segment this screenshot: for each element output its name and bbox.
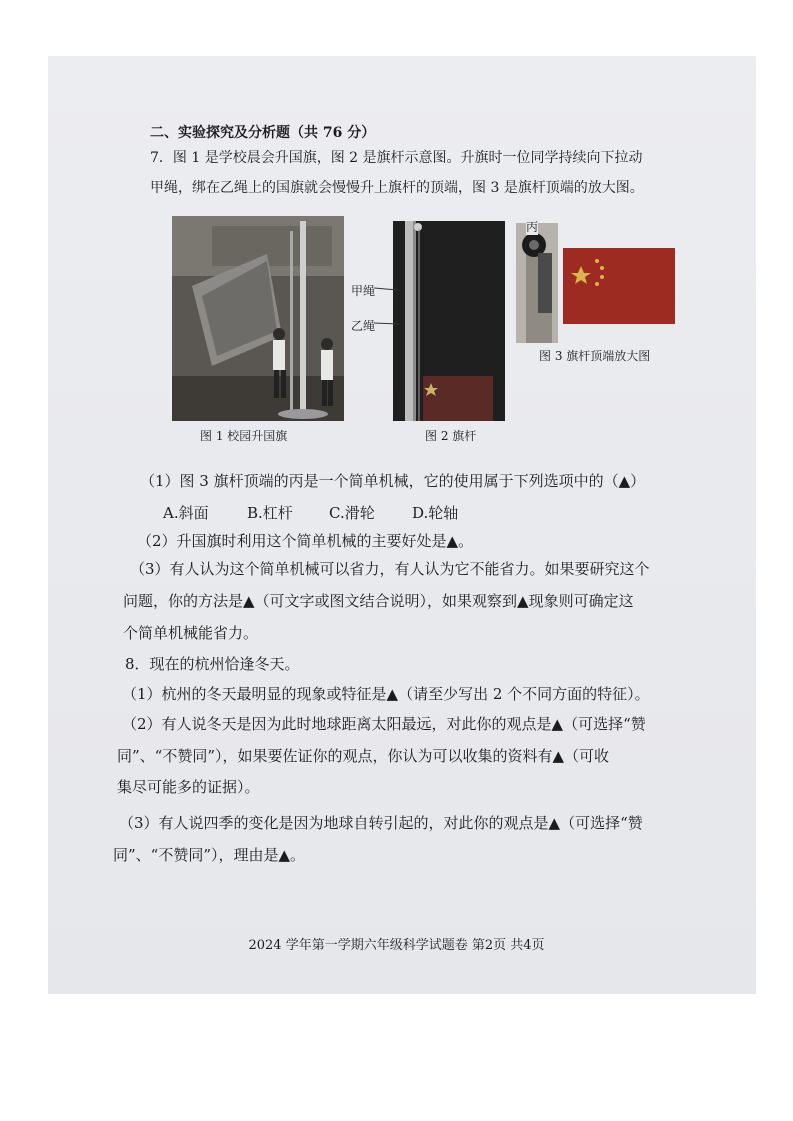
rope-b-label: 乙绳 [351, 319, 376, 333]
q7-option-a: A.斜面 [163, 504, 209, 522]
q8-sub2-line3: 集尽可能多的证据）。 [117, 778, 260, 796]
q7-sub3-line3: 个简单机械能省力。 [123, 624, 259, 642]
q8-sub3-line1: （3）有人说四季的变化是因为地球自转引起的，对此你的观点是▲（可选择“赞 [119, 814, 643, 832]
q7-sub1: （1）图 3 旗杆顶端的丙是一个简单机械，它的使用属于下列选项中的（▲） [140, 472, 646, 490]
figure-2-caption: 图 2 旗杆 [425, 429, 477, 443]
figure-1-photo [172, 216, 344, 421]
q8-stem: 8．现在的杭州恰逢冬天。 [125, 655, 300, 673]
q7-sub3-line1: （3）有人认为这个简单机械可以省力，有人认为它不能省力。如果要研究这个 [130, 560, 650, 578]
figure-3-pulley-photo [516, 223, 558, 343]
pulley-label: 丙 [526, 220, 539, 234]
q8-sub1: （1）杭州的冬天最明显的现象或特征是▲（请至少写出 2 个不同方面的特征）。 [122, 685, 650, 703]
figure-3-flag [563, 248, 675, 324]
q8-sub2-line1: （2）有人说冬天是因为此时地球距离太阳最远，对此你的观点是▲（可选择“赞 [122, 715, 646, 733]
section-title: 二、实验探究及分析题（共 76 分） [150, 125, 376, 141]
q7-stem-line1: 7．图 1 是学校晨会升国旗，图 2 是旗杆示意图。升旗时一位同学持续向下拉动 [150, 150, 643, 166]
q7-sub2: （2）升国旗时利用这个简单机械的主要好处是▲。 [137, 532, 474, 550]
figure-3-caption: 图 3 旗杆顶端放大图 [539, 349, 651, 363]
q7-option-b: B.杠杆 [247, 504, 293, 522]
rope-a-label: 甲绳 [351, 284, 376, 298]
figure-2-flagpole [393, 221, 505, 421]
q7-stem-line2: 甲绳，绑在乙绳上的国旗就会慢慢升上旗杆的顶端，图 3 是旗杆顶端的放大图。 [150, 180, 644, 196]
q7-option-c: C.滑轮 [329, 504, 375, 522]
page-footer: 2024 学年第一学期六年级科学试题卷 第2页 共4页 [248, 938, 545, 953]
q7-option-d: D.轮轴 [412, 504, 459, 522]
q8-sub3-line2: 同”、“不赞同”），理由是▲。 [113, 846, 306, 864]
figure-1-caption: 图 1 校园升国旗 [200, 429, 288, 443]
q8-sub2-line2: 同”、“不赞同”），如果要佐证你的观点，你认为可以收集的资料有▲（可收 [117, 747, 610, 765]
q7-sub3-line2: 问题，你的方法是▲（可文字或图文结合说明），如果观察到▲现象则可确定这 [123, 592, 634, 610]
